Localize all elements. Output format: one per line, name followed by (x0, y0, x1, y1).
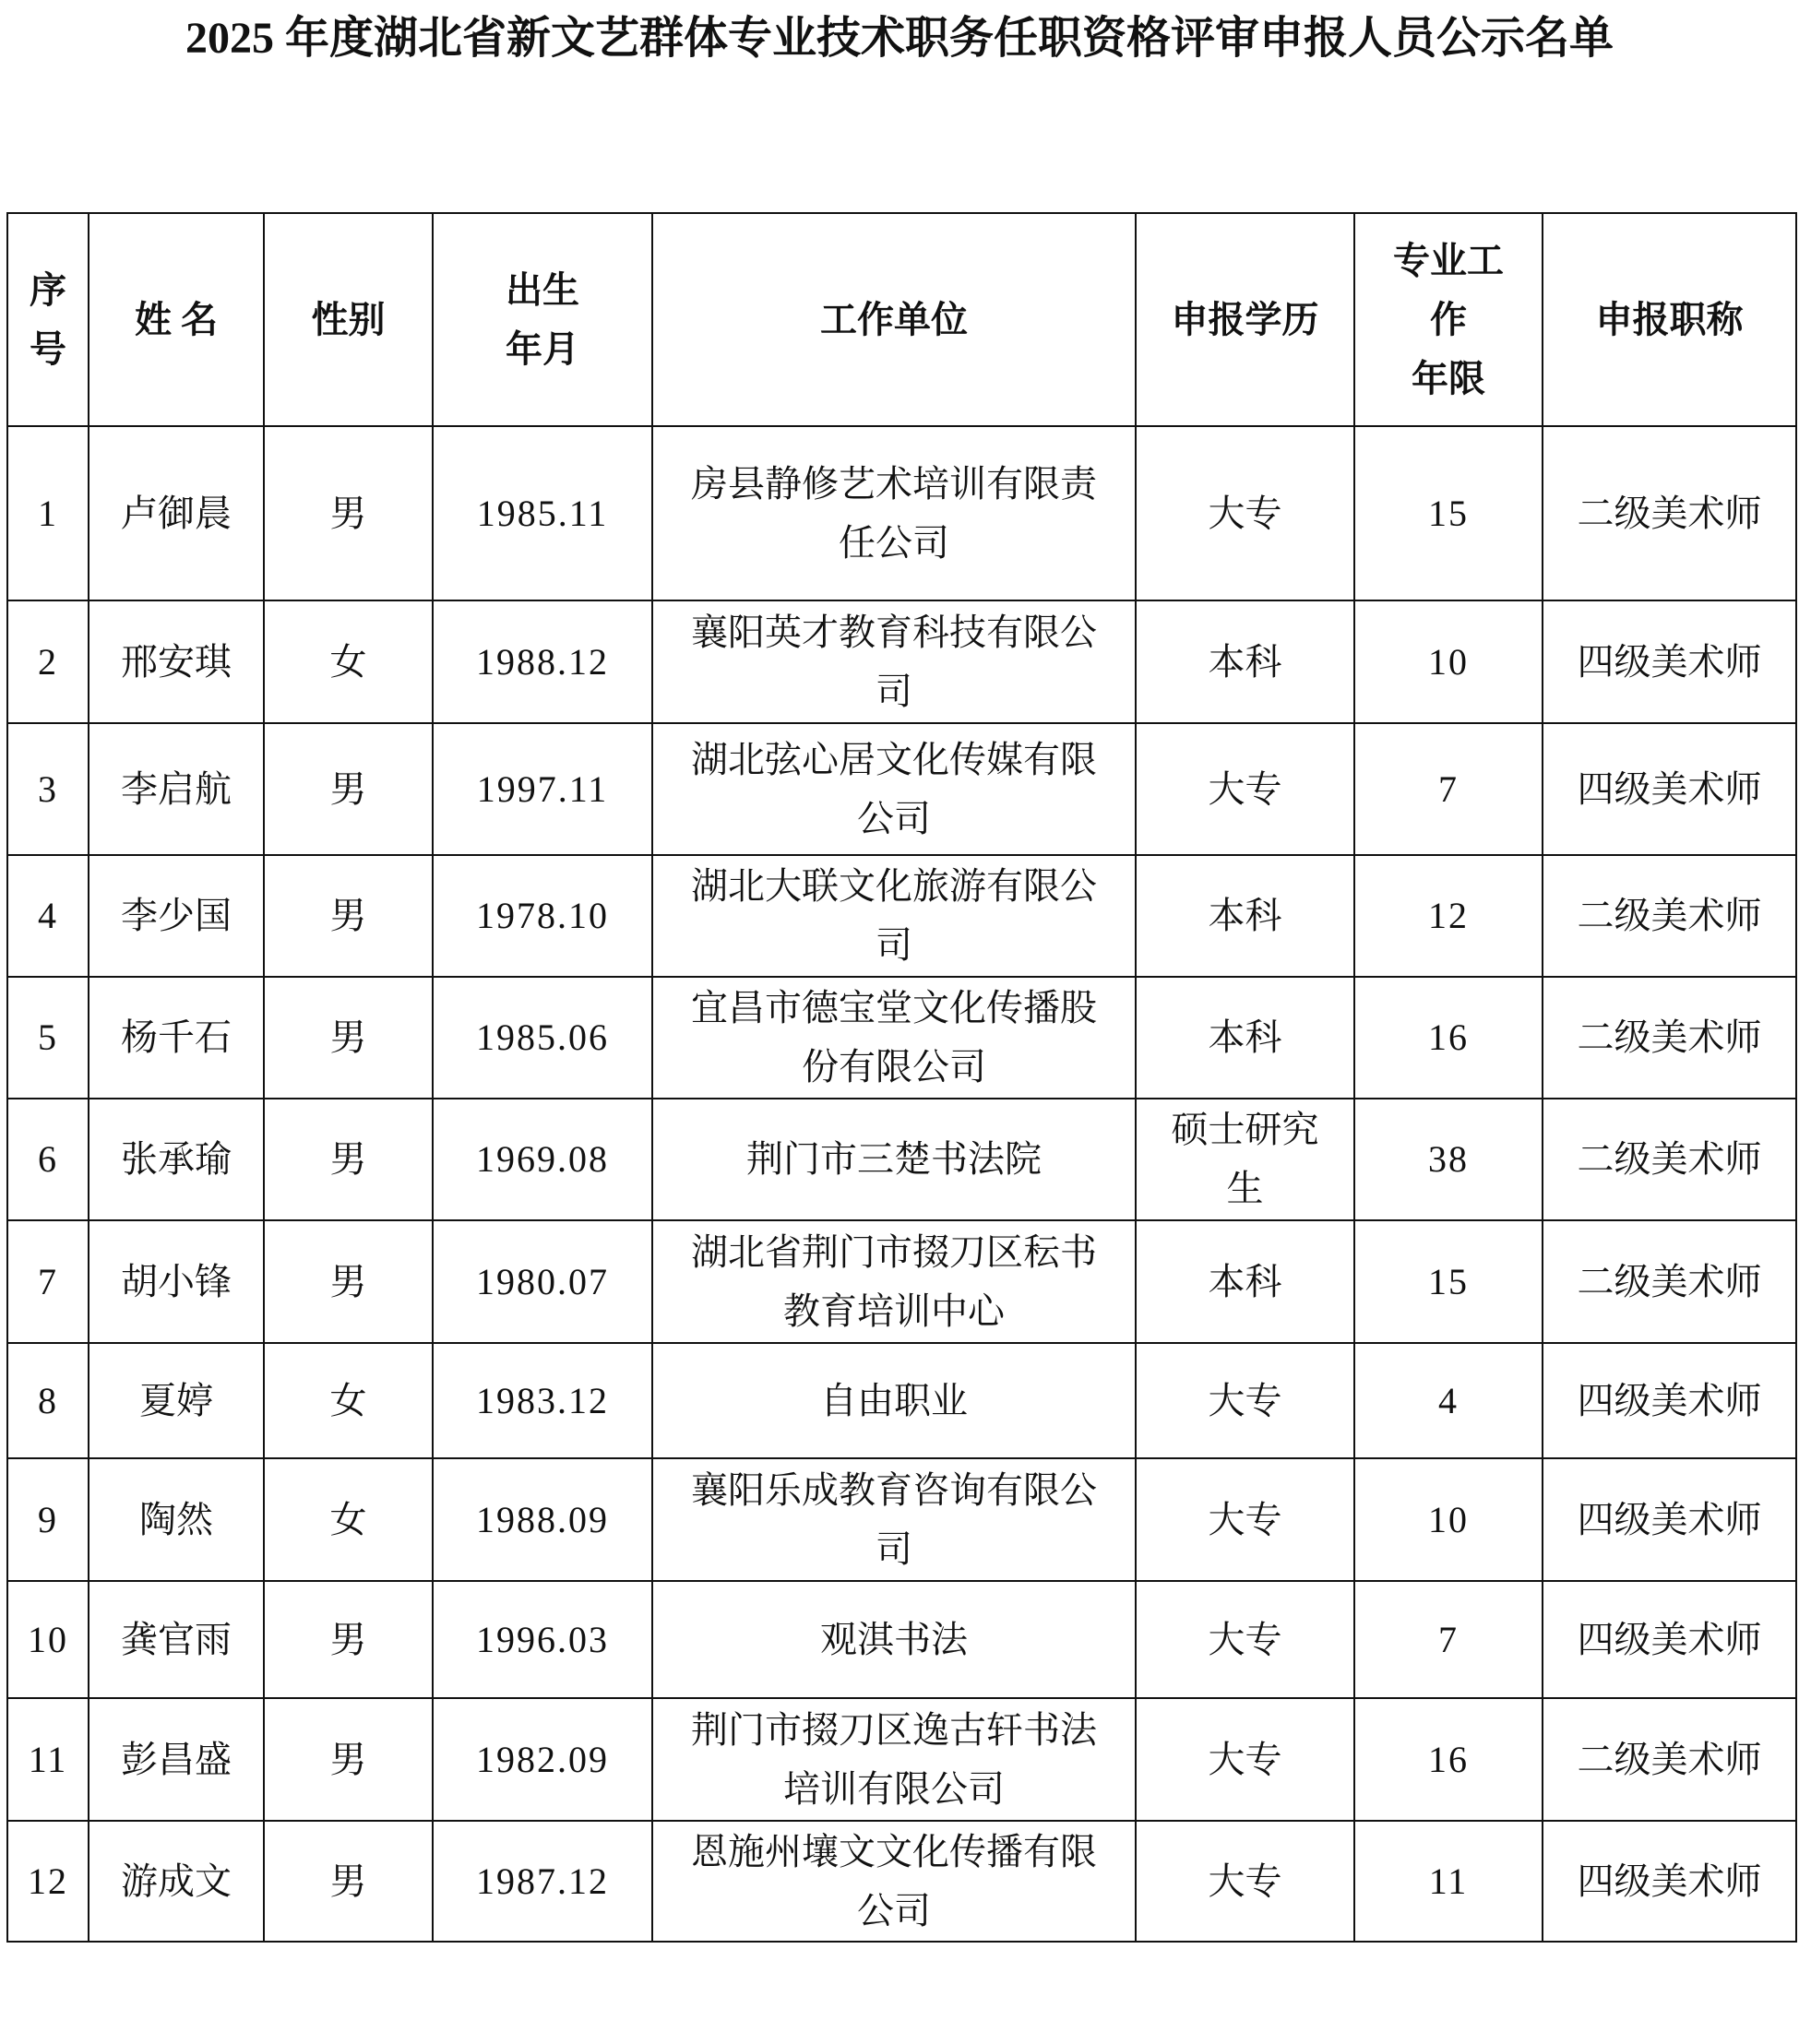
table-cell-birth (433, 600, 652, 723)
table-cell-gender (264, 1698, 433, 1821)
column-header-gender (264, 213, 433, 426)
table-cell-seq (7, 1099, 89, 1220)
cell-text-seq: 10 (28, 1618, 68, 1660)
cell-text-seq: 1 (38, 492, 58, 534)
table-cell-title (1543, 977, 1796, 1099)
table-cell-seq (7, 426, 89, 600)
cell-text-title: 二级美术师 (1577, 1138, 1762, 1180)
cell-text-gender: 男 (329, 1860, 367, 1902)
cell-text-birth: 1985.06 (476, 1016, 609, 1058)
table-row (7, 977, 1796, 1099)
table-cell-years (1354, 1581, 1543, 1698)
cell-text-birth: 1997.11 (476, 767, 609, 810)
cell-text-years: 12 (1428, 895, 1469, 936)
table-cell-unit (652, 600, 1136, 723)
table-cell-gender (264, 1343, 433, 1458)
cell-text-seq: 7 (38, 1260, 58, 1302)
table-cell-education (1136, 426, 1354, 600)
table-cell-birth (433, 723, 652, 855)
cell-text-gender: 男 (329, 1738, 367, 1780)
table-cell-seq (7, 977, 89, 1099)
cell-text-seq: 12 (28, 1860, 68, 1902)
table-cell-education (1136, 1581, 1354, 1698)
table-cell-seq (7, 1220, 89, 1343)
table-cell-unit (652, 723, 1136, 855)
table-row (7, 1581, 1796, 1698)
table-cell-name (89, 1343, 264, 1458)
table-cell-title (1543, 723, 1796, 855)
cell-text-name: 李启航 (121, 767, 232, 810)
table-body (7, 426, 1796, 1942)
column-header-name-line: 姓 名 (135, 298, 218, 340)
table-cell-name (89, 723, 264, 855)
table-cell-unit (652, 1698, 1136, 1821)
cell-text-education: 大专 (1208, 1738, 1282, 1780)
cell-text-birth: 1985.11 (476, 492, 609, 534)
cell-text-unit: 襄阳乐成教育咨询有限公司 (691, 1468, 1097, 1570)
cell-text-gender: 男 (329, 1618, 367, 1660)
table-header (7, 213, 1796, 426)
table-cell-education (1136, 855, 1354, 977)
cell-text-gender: 女 (329, 1379, 367, 1421)
cell-text-name: 卢御晨 (121, 492, 232, 534)
table-cell-unit (652, 1458, 1136, 1581)
table-cell-education (1136, 1458, 1354, 1581)
table-cell-birth (433, 977, 652, 1099)
cell-text-gender: 男 (329, 1260, 367, 1302)
table-cell-title (1543, 1220, 1796, 1343)
cell-text-unit: 湖北大联文化旅游有限公司 (691, 865, 1097, 966)
table-row (7, 723, 1796, 855)
table-cell-gender (264, 1099, 433, 1220)
table-cell-education (1136, 977, 1354, 1099)
table-cell-birth (433, 1581, 652, 1698)
cell-text-name: 游成文 (121, 1860, 232, 1902)
table-cell-years (1354, 1343, 1543, 1458)
cell-text-years: 15 (1428, 492, 1469, 534)
cell-text-years: 7 (1438, 767, 1459, 810)
table-cell-years (1354, 426, 1543, 600)
cell-text-name: 邢安琪 (121, 640, 232, 683)
column-header-education (1136, 213, 1354, 426)
column-header-years-line: 作 (1430, 298, 1467, 340)
table-cell-years (1354, 1099, 1543, 1220)
cell-text-seq: 2 (38, 640, 58, 683)
table-cell-unit (652, 1581, 1136, 1698)
cell-text-seq: 8 (38, 1379, 58, 1421)
cell-text-education: 大专 (1208, 1860, 1282, 1902)
cell-text-seq: 11 (28, 1738, 68, 1780)
cell-text-birth: 1983.12 (476, 1379, 609, 1421)
cell-text-name: 杨千石 (121, 1016, 232, 1058)
column-header-years-line: 年限 (1412, 357, 1485, 399)
cell-text-gender: 男 (329, 1016, 367, 1058)
cell-text-years: 10 (1428, 1498, 1469, 1540)
table-cell-gender (264, 1458, 433, 1581)
column-header-seq-line: 序 (30, 268, 66, 311)
table-cell-unit (652, 1220, 1136, 1343)
column-header-years-line: 专业工 (1393, 239, 1504, 281)
table-cell-title (1543, 426, 1796, 600)
cell-text-years: 38 (1428, 1138, 1469, 1180)
cell-text-name: 张承瑜 (121, 1138, 232, 1180)
cell-text-unit: 荆门市掇刀区逸古轩书法培训有限公司 (691, 1708, 1097, 1810)
table-cell-name (89, 977, 264, 1099)
table-cell-years (1354, 1698, 1543, 1821)
table-row (7, 600, 1796, 723)
cell-text-gender: 男 (329, 492, 367, 534)
table-row (7, 1099, 1796, 1220)
cell-text-title: 二级美术师 (1577, 492, 1762, 534)
table-cell-title (1543, 1698, 1796, 1821)
cell-text-birth: 1978.10 (476, 895, 609, 936)
cell-text-education: 大专 (1208, 1379, 1282, 1421)
cell-text-gender: 女 (329, 1498, 367, 1540)
cell-text-education: 本科 (1208, 895, 1282, 936)
cell-text-name: 彭昌盛 (121, 1738, 232, 1780)
cell-text-unit: 房县静修艺术培训有限责任公司 (691, 462, 1097, 564)
cell-text-seq: 6 (38, 1138, 58, 1180)
cell-text-years: 10 (1428, 640, 1469, 683)
table-cell-education (1136, 1698, 1354, 1821)
table-cell-unit (652, 855, 1136, 977)
cell-text-birth: 1980.07 (476, 1260, 609, 1302)
header-row (7, 213, 1796, 426)
table-cell-years (1354, 600, 1543, 723)
column-header-education-line: 申报学历 (1171, 298, 1319, 340)
table-cell-seq (7, 855, 89, 977)
table-cell-seq (7, 1698, 89, 1821)
column-header-unit (652, 213, 1136, 426)
table-cell-education (1136, 1220, 1354, 1343)
table-cell-birth (433, 1343, 652, 1458)
cell-text-title: 二级美术师 (1577, 1016, 1762, 1058)
table-cell-gender (264, 600, 433, 723)
cell-text-name: 陶然 (139, 1498, 213, 1540)
cell-text-education: 大专 (1208, 1498, 1282, 1540)
cell-text-unit: 襄阳英才教育科技有限公司 (691, 611, 1097, 712)
cell-text-years: 16 (1428, 1016, 1469, 1058)
column-header-birth-line: 出生 (506, 268, 579, 311)
table-cell-birth (433, 1821, 652, 1942)
cell-text-years: 4 (1438, 1379, 1459, 1421)
cell-text-seq: 5 (38, 1016, 58, 1058)
table-cell-title (1543, 1821, 1796, 1942)
table-cell-years (1354, 1458, 1543, 1581)
table-cell-years (1354, 977, 1543, 1099)
cell-text-years: 15 (1428, 1260, 1469, 1302)
cell-text-education: 本科 (1208, 1016, 1282, 1058)
cell-text-title: 四级美术师 (1577, 1860, 1762, 1902)
table-cell-seq (7, 600, 89, 723)
column-header-title (1543, 213, 1796, 426)
cell-text-education: 大专 (1208, 492, 1282, 534)
table-cell-education (1136, 1099, 1354, 1220)
table-cell-name (89, 426, 264, 600)
column-header-seq (7, 213, 89, 426)
table-cell-unit (652, 1099, 1136, 1220)
table-cell-unit (652, 1343, 1136, 1458)
table-cell-title (1543, 1343, 1796, 1458)
table-cell-birth (433, 855, 652, 977)
cell-text-unit: 湖北省荆门市掇刀区秐书教育培训中心 (691, 1230, 1097, 1332)
table-cell-education (1136, 1821, 1354, 1942)
table-cell-name (89, 600, 264, 723)
cell-text-title: 二级美术师 (1577, 895, 1762, 936)
table-cell-education (1136, 600, 1354, 723)
cell-text-unit: 荆门市三楚书法院 (746, 1138, 1042, 1180)
table-cell-seq (7, 1343, 89, 1458)
cell-text-title: 四级美术师 (1577, 1618, 1762, 1660)
cell-text-education: 本科 (1208, 640, 1282, 683)
table-cell-gender (264, 855, 433, 977)
table-row (7, 855, 1796, 977)
table-row (7, 1458, 1796, 1581)
column-header-seq-line: 号 (30, 327, 66, 370)
table-cell-years (1354, 723, 1543, 855)
table-cell-birth (433, 1220, 652, 1343)
cell-text-name: 龚官雨 (121, 1618, 232, 1660)
cell-text-gender: 男 (329, 1138, 367, 1180)
table-cell-education (1136, 1343, 1354, 1458)
table-cell-gender (264, 1581, 433, 1698)
table-cell-birth (433, 1458, 652, 1581)
table-cell-gender (264, 723, 433, 855)
cell-text-title: 四级美术师 (1577, 1379, 1762, 1421)
column-header-name (89, 213, 264, 426)
table-cell-unit (652, 1821, 1136, 1942)
cell-text-education: 大专 (1208, 767, 1282, 810)
table-cell-name (89, 1821, 264, 1942)
cell-text-title: 二级美术师 (1577, 1260, 1762, 1302)
table-cell-gender (264, 426, 433, 600)
table-cell-name (89, 1220, 264, 1343)
table-cell-unit (652, 426, 1136, 600)
table-cell-birth (433, 1698, 652, 1821)
document-title: 2025 年度湖北省新文艺群体专业技术职务任职资格评审申报人员公示名单 (185, 14, 1614, 63)
table-row (7, 1821, 1796, 1942)
cell-text-title: 四级美术师 (1577, 1498, 1762, 1540)
table-cell-years (1354, 855, 1543, 977)
cell-text-title: 四级美术师 (1577, 767, 1762, 810)
cell-text-unit: 宜昌市德宝堂文化传播股份有限公司 (691, 987, 1097, 1087)
table-cell-name (89, 1581, 264, 1698)
table-cell-name (89, 1698, 264, 1821)
table-cell-education (1136, 723, 1354, 855)
column-header-birth-line: 年月 (506, 327, 579, 370)
cell-text-birth: 1969.08 (476, 1138, 609, 1180)
cell-text-birth: 1982.09 (476, 1738, 609, 1780)
table-cell-gender (264, 1821, 433, 1942)
cell-text-education: 硕士研究生 (1171, 1109, 1319, 1209)
cell-text-unit: 恩施州壤文文化传播有限公司 (691, 1830, 1097, 1931)
table-cell-birth (433, 1099, 652, 1220)
table-cell-title (1543, 1099, 1796, 1220)
table-cell-seq (7, 1821, 89, 1942)
cell-text-seq: 3 (38, 767, 58, 810)
cell-text-unit: 自由职业 (820, 1379, 968, 1421)
column-header-years (1354, 213, 1543, 426)
applicant-table (6, 212, 1797, 1943)
table-row (7, 426, 1796, 600)
column-header-unit-line: 工作单位 (820, 298, 968, 340)
cell-text-gender: 男 (329, 895, 367, 936)
cell-text-birth: 1988.12 (476, 640, 609, 683)
cell-text-seq: 9 (38, 1498, 58, 1540)
table-cell-seq (7, 1581, 89, 1698)
table-row (7, 1343, 1796, 1458)
table-cell-title (1543, 1581, 1796, 1698)
cell-text-years: 16 (1428, 1738, 1469, 1780)
cell-text-birth: 1987.12 (476, 1860, 609, 1902)
table-cell-title (1543, 1458, 1796, 1581)
table-cell-gender (264, 1220, 433, 1343)
table-cell-name (89, 1458, 264, 1581)
cell-text-birth: 1996.03 (476, 1618, 609, 1660)
table-cell-gender (264, 977, 433, 1099)
cell-text-unit: 湖北弦心居文化传媒有限公司 (691, 738, 1097, 839)
table-cell-seq (7, 1458, 89, 1581)
table-cell-unit (652, 977, 1136, 1099)
cell-text-education: 本科 (1208, 1260, 1282, 1302)
table-cell-name (89, 855, 264, 977)
table-row (7, 1220, 1796, 1343)
table-cell-title (1543, 855, 1796, 977)
cell-text-name: 夏婷 (139, 1379, 213, 1421)
cell-text-education: 大专 (1208, 1618, 1282, 1660)
cell-text-unit: 观淇书法 (820, 1618, 968, 1660)
cell-text-name: 胡小锋 (121, 1260, 232, 1302)
column-header-title-line: 申报职称 (1595, 298, 1744, 340)
cell-text-seq: 4 (38, 895, 58, 936)
cell-text-title: 二级美术师 (1577, 1738, 1762, 1780)
cell-text-birth: 1988.09 (476, 1498, 609, 1540)
table-cell-seq (7, 723, 89, 855)
table-cell-birth (433, 426, 652, 600)
cell-text-title: 四级美术师 (1577, 640, 1762, 683)
table-cell-title (1543, 600, 1796, 723)
cell-text-name: 李少国 (121, 895, 232, 936)
table-cell-years (1354, 1821, 1543, 1942)
column-header-gender-line: 性别 (311, 298, 386, 340)
cell-text-gender: 男 (329, 767, 367, 810)
cell-text-gender: 女 (329, 640, 367, 683)
table-cell-name (89, 1099, 264, 1220)
table-cell-years (1354, 1220, 1543, 1343)
column-header-birth (433, 213, 652, 426)
cell-text-years: 11 (1428, 1860, 1469, 1902)
cell-text-years: 7 (1438, 1618, 1459, 1660)
table-row (7, 1698, 1796, 1821)
